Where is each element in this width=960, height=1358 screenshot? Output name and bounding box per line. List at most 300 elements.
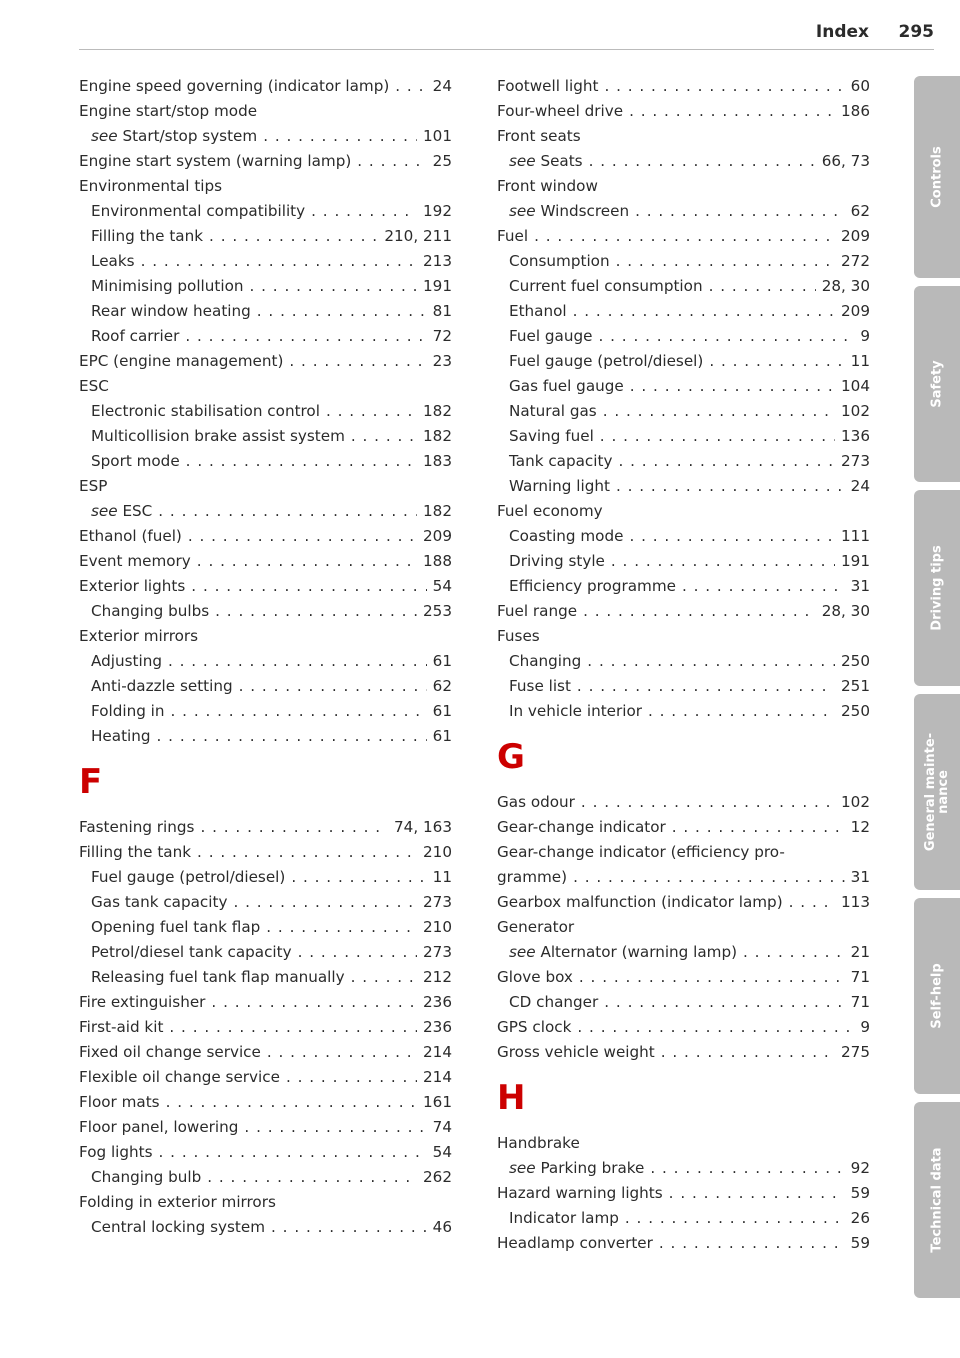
dot-leader: [257, 299, 427, 324]
dot-leader: [267, 1040, 417, 1065]
chapter-tab[interactable]: [914, 490, 960, 686]
index-term-text: Four-wheel drive: [497, 102, 624, 120]
index-term-text: Indicator lamp: [509, 1209, 619, 1227]
dot-leader: [186, 449, 417, 474]
index-term-text: Gear-change indicator (efficiency pro-: [497, 843, 785, 861]
index-subentry: [79, 1215, 452, 1240]
index-term: [509, 324, 592, 349]
index-term-text: Environmental tips: [79, 177, 223, 195]
index-subentry: [497, 474, 870, 499]
page-reference[interactable]: 23: [432, 352, 452, 370]
index-term: [79, 349, 283, 374]
index-term: [497, 915, 574, 940]
index-entry: [497, 840, 870, 865]
page-reference[interactable]: 81: [432, 302, 452, 320]
dot-leader: [266, 915, 417, 940]
index-term-text: Front window: [497, 177, 598, 195]
index-entry: [79, 149, 452, 174]
dot-leader: [166, 1090, 417, 1115]
index-subentry: [497, 940, 870, 965]
page-reference[interactable]: 9: [860, 327, 870, 345]
page-reference[interactable]: 210: [423, 843, 452, 861]
index-term: [509, 940, 737, 965]
index-term-text: Saving fuel: [509, 427, 594, 445]
index-term: [91, 724, 151, 749]
index-term-text: Fuel: [497, 227, 529, 245]
page-reference[interactable]: 191: [841, 552, 870, 570]
dot-leader: [611, 549, 835, 574]
page-reference[interactable]: 71: [850, 968, 870, 986]
index-subentry: [79, 599, 452, 624]
index-letter-heading: F: [79, 762, 103, 802]
index-entry: [79, 1065, 452, 1090]
index-term-text: Glove box: [497, 968, 573, 986]
index-term: [91, 940, 292, 965]
page-reference[interactable]: 11: [850, 352, 870, 370]
index-term: [509, 399, 597, 424]
page-reference[interactable]: 61: [432, 702, 452, 720]
index-subentry: [497, 374, 870, 399]
index-term-text: Roof carrier: [91, 327, 180, 345]
index-term: [91, 499, 152, 524]
index-subentry: [497, 249, 870, 274]
index-term: [79, 524, 182, 549]
index-entry: [79, 574, 452, 599]
index-term: [509, 349, 703, 374]
index-term: [509, 299, 567, 324]
index-term: [79, 1190, 276, 1215]
chapter-tab[interactable]: [914, 694, 960, 890]
chapter-tab[interactable]: [914, 898, 960, 1094]
index-term-text: Seats: [540, 152, 583, 170]
dot-leader: [351, 424, 417, 449]
index-entry: [497, 599, 870, 624]
index-entry: [497, 915, 870, 940]
index-term-text: Fog lights: [79, 1143, 153, 1161]
page-reference[interactable]: 210: [423, 918, 452, 936]
index-term-text: Anti-dazzle setting: [91, 677, 233, 695]
dot-leader: [197, 840, 417, 865]
index-term-text: Electronic stabilisation control: [91, 402, 320, 420]
dot-leader: [159, 1140, 427, 1165]
index-term: [91, 424, 345, 449]
index-term-text: ESC: [79, 377, 109, 395]
page-reference[interactable]: 31: [850, 868, 870, 886]
index-letter-heading: H: [497, 1078, 526, 1118]
page-reference[interactable]: 236: [423, 1018, 452, 1036]
page-reference[interactable]: 11: [432, 868, 452, 886]
dot-leader: [573, 299, 835, 324]
index-subentry: [79, 324, 452, 349]
dot-leader: [197, 549, 417, 574]
page-reference[interactable]: 28, 30: [821, 277, 870, 295]
index-entry: [79, 1040, 452, 1065]
index-term: [79, 1040, 261, 1065]
dot-leader: [625, 1206, 845, 1231]
chapter-tab-label-line: Driving tips: [929, 545, 945, 631]
dot-leader: [395, 74, 426, 99]
page-reference[interactable]: 210, 211: [384, 227, 452, 245]
index-entry: [79, 99, 452, 124]
index-term-text: Handbrake: [497, 1134, 580, 1152]
index-subentry: [497, 524, 870, 549]
index-subentry: [497, 549, 870, 574]
page-reference[interactable]: 111: [841, 527, 870, 545]
index-term-text: Folding in exterior mirrors: [79, 1193, 276, 1211]
index-term-text: Natural gas: [509, 402, 597, 420]
index-term-text: Adjusting: [91, 652, 162, 670]
index-entry: [497, 865, 870, 890]
index-term-text: In vehicle interior: [509, 702, 642, 720]
chapter-tab-label-line: Safety: [929, 360, 945, 408]
page-reference[interactable]: 66, 73: [821, 152, 870, 170]
index-term-text: First-aid kit: [79, 1018, 164, 1036]
index-term: [79, 840, 191, 865]
index-term-text: Efficiency programme: [509, 577, 676, 595]
index-term-text: Floor mats: [79, 1093, 160, 1111]
index-subentry: [79, 449, 452, 474]
page-reference[interactable]: 61: [432, 652, 452, 670]
chapter-tab-label-line: Controls: [929, 146, 945, 208]
page-reference[interactable]: 273: [423, 943, 452, 961]
index-term: [79, 624, 198, 649]
page-reference[interactable]: 209: [841, 302, 870, 320]
index-term-text: Exterior lights: [79, 577, 186, 595]
chapter-tab[interactable]: [914, 76, 960, 278]
index-term: [497, 840, 785, 865]
page-reference[interactable]: 192: [423, 202, 452, 220]
index-term: [79, 1115, 238, 1140]
index-term-text: Gross vehicle weight: [497, 1043, 655, 1061]
index-entry: [79, 374, 452, 399]
dot-leader: [233, 890, 417, 915]
index-term: [509, 524, 623, 549]
index-term: [509, 474, 610, 499]
page-reference[interactable]: 101: [423, 127, 452, 145]
index-entry: [79, 624, 452, 649]
index-term: [497, 1231, 653, 1256]
dot-leader: [709, 274, 816, 299]
index-term: [497, 99, 623, 124]
index-entry: [79, 524, 452, 549]
page-reference[interactable]: 74: [432, 1118, 452, 1136]
index-term: [91, 299, 251, 324]
dot-leader: [171, 699, 427, 724]
dot-leader: [579, 965, 845, 990]
page-reference[interactable]: 209: [423, 527, 452, 545]
dot-leader: [577, 1015, 854, 1040]
index-term-text: Tank capacity: [509, 452, 613, 470]
dot-leader: [188, 524, 417, 549]
page-reference[interactable]: 9: [860, 1018, 870, 1036]
index-term-text: Engine start system (warning lamp): [79, 152, 352, 170]
index-term: [91, 599, 209, 624]
page-reference[interactable]: 72: [432, 327, 452, 345]
index-term-text: Windscreen: [540, 202, 630, 220]
index-term-text: Petrol/diesel tank capacity: [91, 943, 292, 961]
index-term: [509, 674, 571, 699]
index-term-text: Changing: [509, 652, 582, 670]
page-reference[interactable]: 136: [841, 427, 870, 445]
index-entry: [497, 99, 870, 124]
page-reference[interactable]: 273: [423, 893, 452, 911]
index-entry: [497, 224, 870, 249]
index-term: [497, 174, 598, 199]
index-term-text: Minimising pollution: [91, 277, 244, 295]
index-term: [497, 1181, 663, 1206]
page-reference[interactable]: 92: [850, 1159, 870, 1177]
index-entry: [79, 349, 452, 374]
index-term-text: Central locking system: [91, 1218, 266, 1236]
page-reference[interactable]: 12: [850, 818, 870, 836]
index-term: [497, 599, 577, 624]
page-reference[interactable]: 25: [432, 152, 452, 170]
index-term: [509, 149, 583, 174]
index-term-text: Rear window heating: [91, 302, 251, 320]
index-term: [497, 865, 567, 890]
index-term-text: Filling the tank: [91, 227, 204, 245]
index-term-text: Flexible oil change service: [79, 1068, 280, 1086]
page-reference[interactable]: 250: [841, 702, 870, 720]
page-reference[interactable]: 24: [432, 77, 452, 95]
dot-leader: [351, 965, 417, 990]
page-reference[interactable]: 273: [841, 452, 870, 470]
page-reference[interactable]: 62: [850, 202, 870, 220]
page-reference[interactable]: 209: [841, 227, 870, 245]
page-reference[interactable]: 212: [423, 968, 452, 986]
index-term: [509, 649, 581, 674]
chapter-tab-label-line: General mainte-: [923, 732, 938, 852]
index-term-text: Leaks: [91, 252, 135, 270]
chapter-tab[interactable]: [914, 286, 960, 482]
index-term-text: ESC: [122, 502, 153, 520]
page-reference[interactable]: 28, 30: [821, 602, 870, 620]
page-reference[interactable]: 262: [423, 1168, 452, 1186]
dot-leader: [298, 940, 417, 965]
page-reference[interactable]: 236: [423, 993, 452, 1011]
page-reference[interactable]: 214: [423, 1068, 452, 1086]
page-reference[interactable]: 26: [850, 1209, 870, 1227]
dot-leader: [682, 574, 845, 599]
index-entry: [79, 815, 452, 840]
page-reference[interactable]: 71: [850, 993, 870, 1011]
page-reference[interactable]: 251: [841, 677, 870, 695]
dot-leader: [289, 349, 426, 374]
page-reference[interactable]: 21: [850, 943, 870, 961]
index-term-text: Current fuel consumption: [509, 277, 703, 295]
index-subentry: [79, 890, 452, 915]
index-term-text: Engine start/stop mode: [79, 102, 258, 120]
page-reference[interactable]: 188: [423, 552, 452, 570]
index-entry: [497, 1015, 870, 1040]
index-term-text: Engine speed governing (indicator lamp): [79, 77, 390, 95]
dot-leader: [581, 790, 835, 815]
dot-leader: [209, 224, 378, 249]
index-term-text: Start/stop system: [122, 127, 258, 145]
page-reference[interactable]: 54: [432, 1143, 452, 1161]
index-term-text: Alternator (warning lamp): [540, 943, 738, 961]
index-term-text: Changing bulbs: [91, 602, 210, 620]
chapter-tab-label: [931, 360, 944, 407]
index-term: [79, 1015, 163, 1040]
dot-leader: [244, 1115, 426, 1140]
index-entry: [79, 1015, 452, 1040]
index-term-text: Fuse list: [509, 677, 571, 695]
index-subentry: [497, 149, 870, 174]
index-term: [91, 865, 285, 890]
index-term: [91, 399, 320, 424]
page-reference[interactable]: 104: [841, 377, 870, 395]
index-term-text: Heating: [91, 727, 151, 745]
index-term: [91, 965, 345, 990]
index-subentry: [79, 424, 452, 449]
dot-leader: [157, 724, 427, 749]
index-subentry: [79, 224, 452, 249]
page-reference[interactable]: 60: [850, 77, 870, 95]
dot-leader: [600, 424, 835, 449]
index-term: [497, 965, 573, 990]
index-term-text: Hazard warning lights: [497, 1184, 663, 1202]
dot-leader: [616, 474, 845, 499]
index-subentry: [497, 324, 870, 349]
chapter-tab-label: [931, 963, 944, 1028]
index-term: [79, 374, 109, 399]
index-term-text: Fuel economy: [497, 502, 603, 520]
index-term: [79, 74, 389, 99]
index-term: [79, 1065, 280, 1090]
dot-leader: [271, 1215, 427, 1240]
index-subentry: [497, 649, 870, 674]
index-subentry: [497, 699, 870, 724]
page-reference[interactable]: 59: [850, 1184, 870, 1202]
dot-leader: [743, 940, 845, 965]
page-reference[interactable]: 183: [423, 452, 452, 470]
index-term: [497, 124, 581, 149]
index-term: [91, 699, 165, 724]
index-subentry: [79, 940, 452, 965]
page-reference[interactable]: 102: [841, 793, 870, 811]
page-reference[interactable]: 214: [423, 1043, 452, 1061]
page-reference[interactable]: 161: [423, 1093, 452, 1111]
index-term-text: Ethanol: [509, 302, 567, 320]
chapter-tab-label-line: nance: [936, 770, 951, 814]
index-entry: [79, 74, 452, 99]
index-term-text: Gearbox malfunction (indicator lamp): [497, 893, 783, 911]
index-term: [91, 915, 260, 940]
dot-leader: [629, 524, 835, 549]
index-term: [509, 1206, 619, 1231]
index-term-text: Consumption: [509, 252, 610, 270]
page-reference[interactable]: 59: [850, 1234, 870, 1252]
index-term-text: Releasing fuel tank flap manually: [91, 968, 345, 986]
chapter-tab-label: [924, 733, 950, 851]
index-term-text: Fuses: [497, 627, 540, 645]
index-term: [497, 790, 575, 815]
page-reference[interactable]: 182: [423, 402, 452, 420]
chapter-tab[interactable]: [914, 1102, 960, 1298]
page-reference[interactable]: 24: [850, 477, 870, 495]
page-reference[interactable]: 191: [423, 277, 452, 295]
index-term: [91, 674, 233, 699]
page-reference[interactable]: 186: [841, 102, 870, 120]
dot-leader: [191, 574, 426, 599]
index-subentry: [497, 424, 870, 449]
dot-leader: [263, 124, 417, 149]
page-reference[interactable]: 182: [423, 427, 452, 445]
index-term-text: Headlamp converter: [497, 1234, 653, 1252]
index-term-text: Coasting mode: [509, 527, 624, 545]
index-term: [497, 1015, 571, 1040]
dot-leader: [583, 599, 816, 624]
index-term-text: Opening fuel tank flap: [91, 918, 261, 936]
index-subentry: [79, 124, 452, 149]
page-reference[interactable]: 253: [423, 602, 452, 620]
page-reference[interactable]: 31: [850, 577, 870, 595]
page-reference[interactable]: 182: [423, 502, 452, 520]
index-term-text: Floor panel, lowering: [79, 1118, 239, 1136]
page-reference[interactable]: 74, 163: [394, 818, 452, 836]
dot-leader: [577, 674, 835, 699]
index-subentry: [497, 449, 870, 474]
dot-leader: [587, 649, 835, 674]
index-term: [79, 549, 191, 574]
index-term: [509, 574, 676, 599]
chapter-tab-label: [931, 146, 944, 207]
page-reference[interactable]: 62: [432, 677, 452, 695]
page-reference[interactable]: 61: [432, 727, 452, 745]
dot-leader: [672, 815, 845, 840]
index-entry: [79, 1140, 452, 1165]
page-reference[interactable]: 275: [841, 1043, 870, 1061]
index-entry: [79, 1190, 452, 1215]
index-term: [91, 449, 180, 474]
index-entry: [497, 624, 870, 649]
page-reference[interactable]: 213: [423, 252, 452, 270]
index-term-text: Fixed oil change service: [79, 1043, 261, 1061]
index-term: [91, 324, 179, 349]
page-reference[interactable]: 54: [432, 577, 452, 595]
dot-leader: [168, 649, 427, 674]
dot-leader: [357, 149, 426, 174]
index-subentry: [79, 299, 452, 324]
index-term-text: Event memory: [79, 552, 191, 570]
dot-leader: [616, 249, 835, 274]
page-reference[interactable]: 46: [432, 1218, 452, 1236]
index-term: [509, 699, 642, 724]
page-reference[interactable]: 113: [841, 893, 870, 911]
index-entry: [497, 890, 870, 915]
index-term: [497, 1131, 580, 1156]
dot-leader: [629, 99, 835, 124]
dot-leader: [215, 599, 417, 624]
index-term-text: Footwell light: [497, 77, 599, 95]
dot-leader: [286, 1065, 417, 1090]
index-term: [497, 1040, 655, 1065]
index-subentry: [79, 399, 452, 424]
index-subentry: [497, 299, 870, 324]
index-term-text: Generator: [497, 918, 575, 936]
page-reference[interactable]: 102: [841, 402, 870, 420]
dot-leader: [604, 74, 844, 99]
page-number: 295: [898, 22, 934, 42]
page-reference[interactable]: 250: [841, 652, 870, 670]
index-entry: [497, 499, 870, 524]
index-term: [79, 474, 107, 499]
index-term: [79, 574, 185, 599]
index-term-text: Gear-change indicator: [497, 818, 666, 836]
index-term: [509, 199, 629, 224]
page-reference[interactable]: 272: [841, 252, 870, 270]
